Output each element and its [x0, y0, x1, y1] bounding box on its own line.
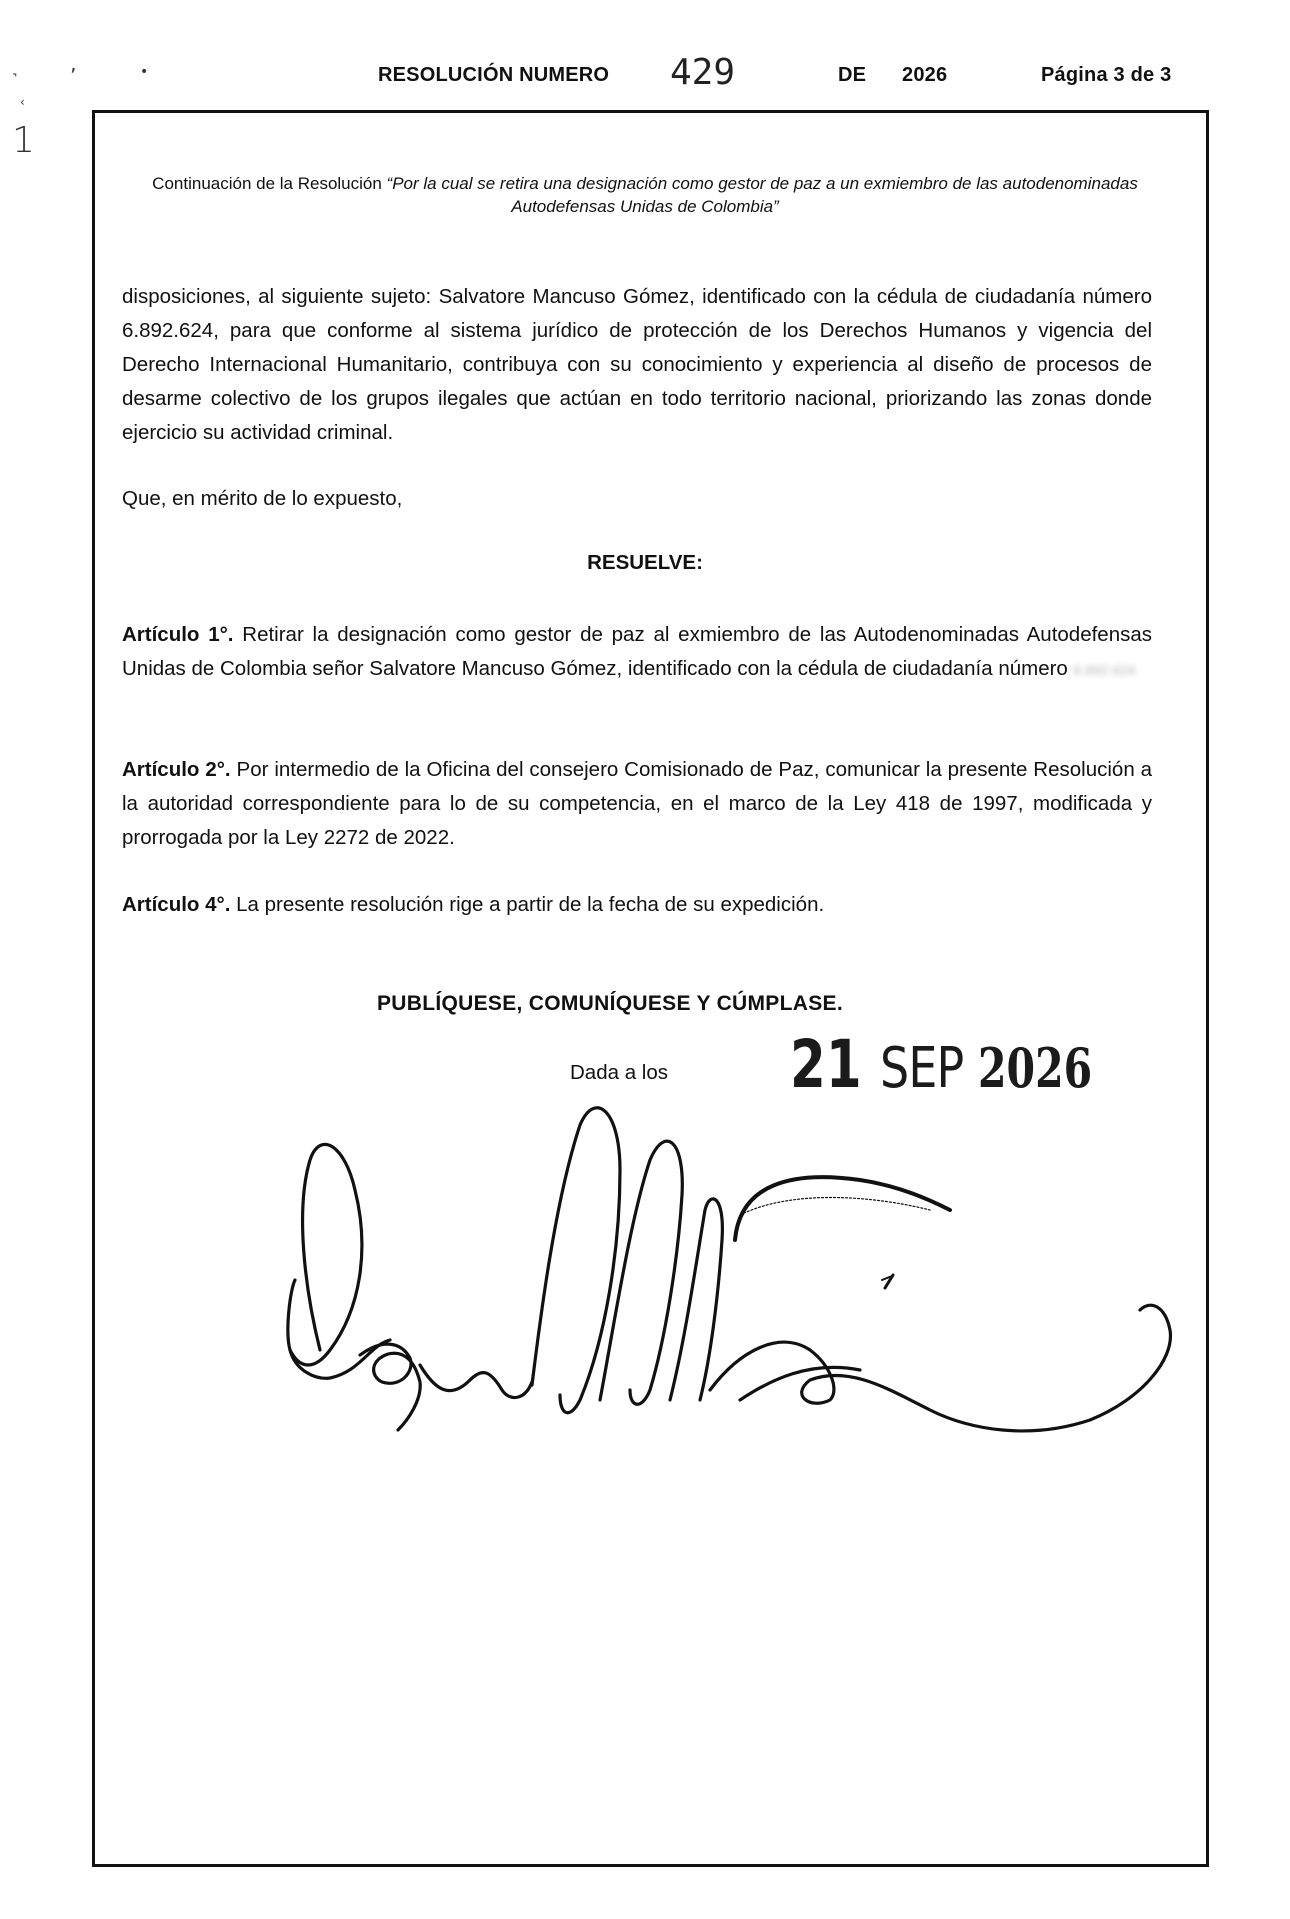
resolution-label: RESOLUCIÓN NUMERO [378, 64, 610, 86]
margin-bullet: • [140, 64, 149, 80]
article-1 [122, 618, 1152, 687]
margin-mark-tick: ’ [70, 64, 77, 88]
article-4-text: La presente resolución rige a partir de la fecha de su expedición. [230, 893, 825, 916]
de-label: DE [838, 64, 867, 86]
continuation-prefix: Continuación de la Resolución [152, 174, 387, 193]
margin-mark-small: ‹ [20, 95, 25, 109]
continuation-heading [150, 172, 1140, 218]
date-stamp [790, 1026, 1128, 1103]
resolution-number: 429 [670, 52, 736, 93]
margin-mark-arrow: ˺ [12, 70, 18, 89]
header-year: 2026 [902, 64, 948, 86]
article-4 [122, 888, 1152, 922]
article-2-label: Artículo 2°. [122, 758, 231, 781]
document-header [0, 52, 1290, 96]
article-2 [122, 753, 1152, 855]
article-1-text: Retirar la designación como gestor de paz al exmiembro de las Autodenominadas Autodefensas Unidas de Colombia señor Salvatore Mancuso Gómez, identificado con la cédula de ciudadanía número [122, 623, 1153, 680]
body-paragraph-2: Que, en mérito de lo expuesto, [122, 487, 403, 510]
publiquese-line: PUBLÍQUESE, COMUNÍQUESE Y CÚMPLASE. [377, 992, 843, 1015]
article-4-label: Artículo 4°. [122, 893, 231, 916]
handwritten-signature [270, 1100, 1210, 1500]
article-1-label: Artículo 1°. [122, 623, 234, 646]
stamp-day: 21 [790, 1026, 862, 1103]
page-indicator: Página 3 de 3 [1041, 64, 1172, 86]
resuelve-heading: RESUELVE: [587, 551, 703, 574]
stamp-year: 2026 [977, 1036, 1092, 1100]
redacted-id-number: 6.892.624 [1073, 661, 1136, 678]
body-paragraph-1: disposiciones, al siguiente sujeto: Salvatore Mancuso Gómez, identificado con la cédula de ciudadanía número 6.892.624, para que conforme al sistema jurídico de protección de los Derechos Humanos y vigencia del Derecho Internacional Humanitario, contribuya con su conocimiento y experiencia al diseño de procesos de desarme colectivo de los grupos ilegales que actúan en todo territorio nacional, priorizando las zonas donde ejercicio su actividad criminal. [122, 285, 1152, 444]
continuation-title: “Por la cual se retira una designación como gestor de paz a un exmiembro de las autodenominadas Autodefensas Unidas de Colombia” [386, 174, 1138, 216]
article-2-text: Por intermedio de la Oficina del consejero Comisionado de Paz, comunicar la presente Resolución a la autoridad correspondiente para lo de su competencia, en el marco de la Ley 418 de 1997, modificada y prorrogada por la Ley 2272 de 2022. [122, 758, 1153, 849]
margin-mark-one: 1 [12, 120, 35, 161]
dada-label: Dada a los [570, 1061, 669, 1084]
stamp-month: SEP [879, 1036, 964, 1101]
